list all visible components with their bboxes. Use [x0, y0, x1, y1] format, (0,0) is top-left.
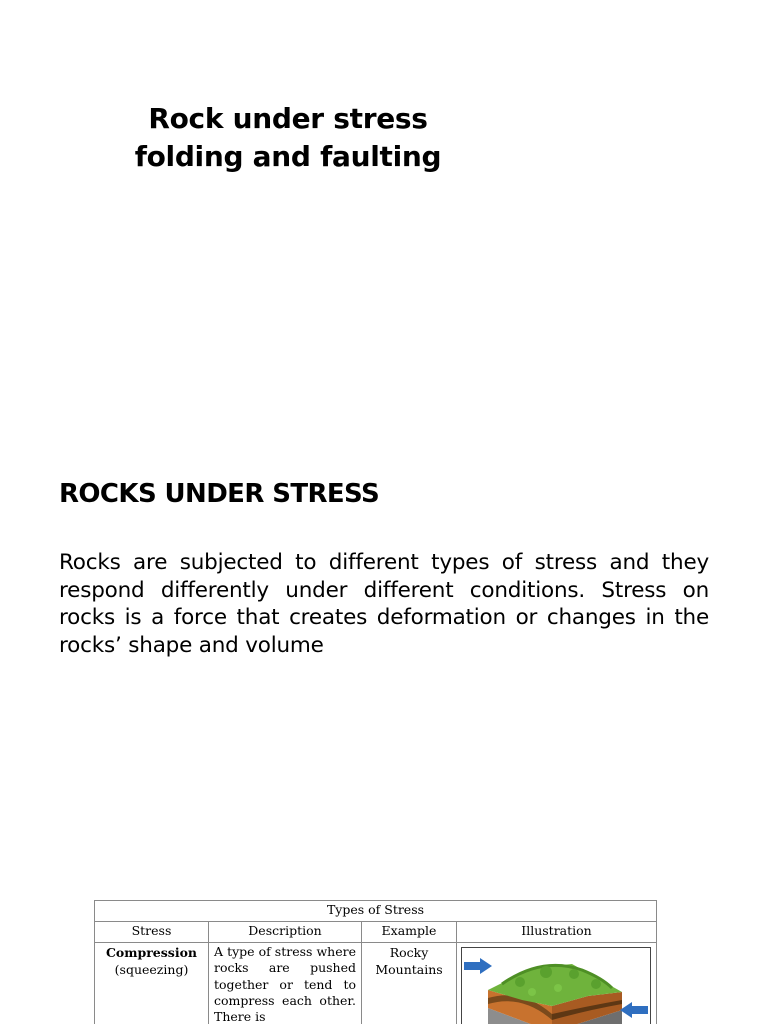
column-header-description: Description: [209, 922, 362, 943]
section-paragraph: Rocks are subjected to different types of stress and they respond differently under different conditions. Stress on rocks is a force that creates deformation or changes in the rocks’ shape and volume: [59, 550, 709, 658]
stress-note: (squeezing): [114, 962, 189, 977]
example-cell: Rocky Mountains: [362, 943, 457, 1024]
compression-block-diagram-icon: [461, 947, 651, 1024]
column-header-stress: Stress: [95, 922, 209, 943]
column-header-example: Example: [362, 922, 457, 943]
table-row: [95, 943, 657, 1024]
arrow-right-icon: [620, 1002, 648, 1018]
page-title: [120, 100, 456, 176]
stress-name: Compression: [105, 945, 198, 960]
types-of-stress-table: [94, 900, 657, 1024]
section-heading: ROCKS UNDER STRESS: [59, 479, 380, 509]
column-header-illustration: Illustration: [457, 922, 657, 943]
table-header-row: [95, 922, 657, 943]
illustration-cell: [457, 943, 657, 1024]
title-line-2: folding and faulting: [134, 140, 442, 173]
stress-cell: [95, 943, 209, 1024]
table-caption: Types of Stress: [95, 901, 657, 922]
arrow-left-icon: [464, 958, 492, 974]
description-cell: A type of stress where rocks are pushed together or tend to compress each other. There is: [209, 943, 362, 1024]
title-line-1: Rock under stress: [148, 102, 428, 135]
